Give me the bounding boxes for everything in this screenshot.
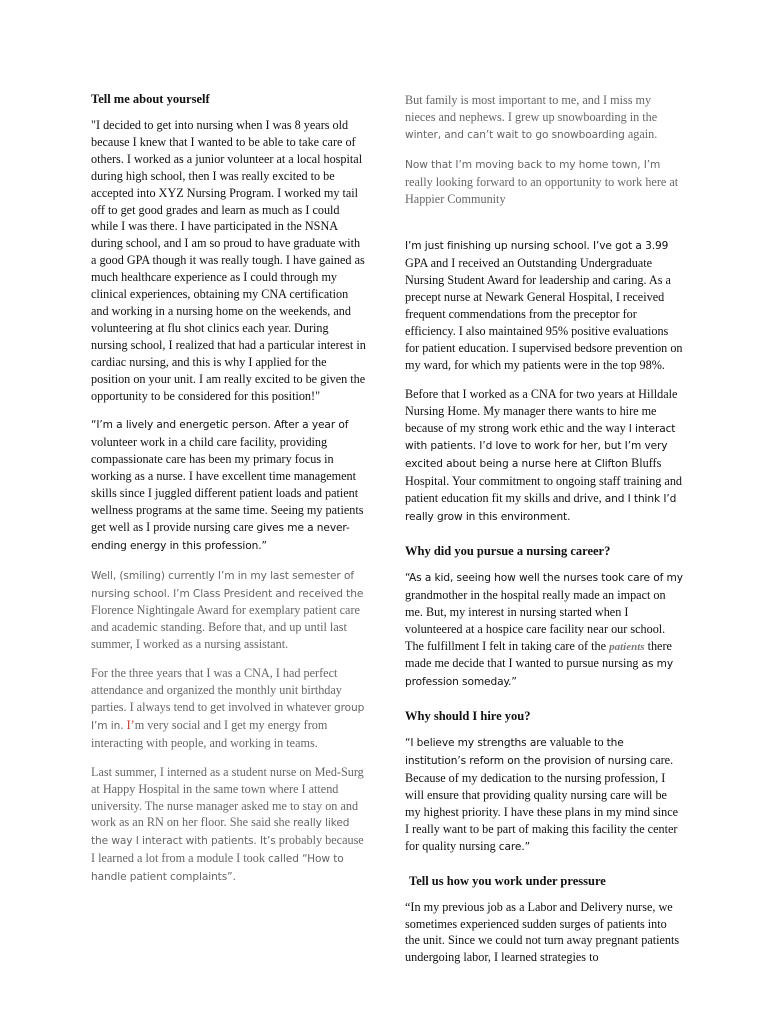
answer-paragraph-10 [405,569,683,691]
text-segment: care.” [498,840,530,853]
text-segment: Well, (smiling) currently I’m in my last semester of nursing school. I’m Class President and received the [91,569,364,600]
answer-paragraph-2 [91,416,366,554]
text-segment-emphasis: patients [609,640,645,653]
text-segment: Now that I’m moving back to my home town, I’m [405,158,661,171]
text-segment: really liked the way I interact with patients. It’s [91,817,350,848]
text-segment: But family is most important to me, and I miss my nieces and nephews. I grew up snowboarding in the [405,93,658,124]
text-segment: “I’m a lively and energetic person. After a year of [91,419,349,432]
answer-paragraph-7 [405,156,683,208]
answer-paragraph-6 [405,92,683,144]
text-segment: Last summer, I interned as a student nurse on Med-Surg at Happy Hospital in the same town where I attend university. The nurse manager asked me to stay on and work as an RN on her floor. She said she [91,764,364,830]
text-segment: Before that I worked as a CNA for two years at Hilldale Nursing Home. My manager there wants to hire me because of my strong work ethic and the way [405,386,678,435]
text-segment: group I’m in. [91,702,365,732]
heading-tell-me-about-yourself: Tell me about yourself [91,92,210,106]
text-segment: care. Because of my dedication to the nursing profession, I will ensure that providing quality nursing care will be my highest priority. I have these plans in my mind since I really want to be part of making this facility the center for quality nursing [405,753,679,853]
heading-work-under-pressure: Tell us how you work under pressure [409,873,606,888]
text-segment: really looking forward to an opportunity to work here at Happier Community [405,174,679,206]
right-column [405,92,683,966]
text-segment: Bluffs Hospital. Your commitment to ongoing staff training and patient education fit my skills and drive, [405,456,683,506]
heading-why-hire-you: Why should I hire you? [405,709,531,724]
text-segment: Florence Nightingale Award for exemplary patient care and academic standing. Before that, and up until last summer, I worked as a nursing assistant. [91,603,360,652]
answer-paragraph-4 [91,665,366,752]
text-segment: m very social and I get my energy from interacting with people, and working in teams. [91,717,328,750]
text-segment: winter, and can’t wait to go snowboarding [405,128,625,141]
answer-paragraph-9 [405,386,683,526]
answer-paragraph-1: "I decided to get into nursing when I was 8 years old because I knew that I wanted to be able to take care of others. I worked as a junior volunteer at a local hospital during high school, then I was really excited to be accepted into XYZ Nursing Program. I worked my tail off to get good grades and learn as much as I could while I was there. I have participated in the NSNA during school, and I am so proud to have graduate with a good GPA though it was really tough. I have gained as much healthcare experience as I could through my clinical experiences, obtaining my CNA certification and working in a nursing home on the weekends, and volunteering at flu shot clinics each year. During nursing school, I realized that had a particular interest in cardiac nursing, and this is why I applied for the position on your unit. I am really excited to be given the opportunity to be considered for this position!" [91,118,366,403]
text-segment: probably because I learned a lot from a module I took [91,833,364,866]
text-segment: the institution’s reform on the provision of nursing [405,737,647,768]
text-segment-highlight: I’ [126,717,135,732]
answer-paragraph-5 [91,764,366,886]
heading-why-nursing-career: Why did you pursue a nursing career? [405,543,611,558]
answer-paragraph-11 [405,734,683,855]
text-segment: as my profession someday.” [405,658,674,689]
text-segment: grandmother in the hospital really made an impact on me. But, my interest in nursing started when I volunteered at a hospice care facility near our school. The fulfillment I felt in taking care of the [405,587,666,653]
text-segment: volunteer work in a child care facility, providing compassionate care has been my primary focus in working as a nurse. I have excellent time management skills since I juggled different patient loads and patient wellness programs at the same time. Seeing my patients get well as I provide nursing care [91,435,364,534]
text-segment: gives me a never-ending energy in this profession.” [91,521,350,552]
text-segment: there made me decide that I wanted to pursue nursing [405,638,672,671]
answer-paragraph-8 [405,237,683,373]
text-segment: again. [627,126,658,141]
text-segment: “As a kid, seeing how well the nurses took care of my [405,571,683,584]
text-segment: I’m just finishing up nursing school. I’ve got a 3.99 [405,240,669,253]
answer-paragraph-12: “In my previous job as a Labor and Delivery nurse, we sometimes experienced sudden surges of patients into the unit. Since we could not turn away pregnant patients undergoing labor, I learned strategies to [405,899,680,965]
text-segment: valuable to [549,735,604,750]
text-segment: and I think I’d really grow in this environment. [405,493,677,524]
left-column [91,92,366,898]
text-segment: GPA and I received an Outstanding Undergraduate Nursing Student Award for leadership and caring. As a precept nurse at Newark General Hospital, I received frequent commendations from the preceptor for efficiency. I also maintained 95% positive evaluations for patient education. I supervised bedsore prevention on my ward, for which my patients were in the top 98%. [405,256,683,372]
text-segment: I interact with patients. I’d love to work for her, but I’m very excited about being a nurse here at Clifton [405,422,676,471]
text-segment: called “How to handle patient complaints”. [91,853,344,884]
answer-paragraph-3 [91,567,366,654]
text-segment: “I believe my strengths are [405,737,547,750]
text-segment: For the three years that I was a CNA, I had perfect attendance and organized the monthly unit birthday parties. I always tend to get involved in whatever [91,666,342,714]
